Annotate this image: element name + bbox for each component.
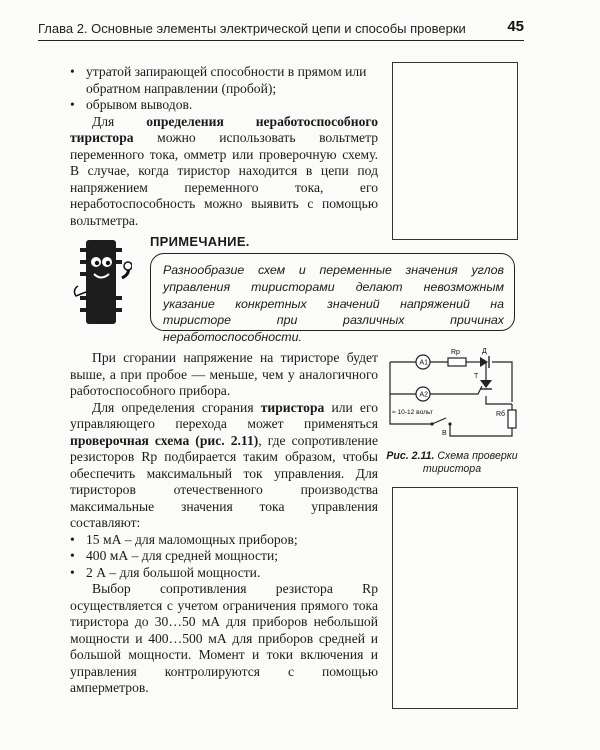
list-item: • 2 А – для большой мощности. bbox=[70, 564, 261, 580]
list-item: • обрывом выводов. bbox=[70, 97, 193, 112]
note-text: Разнообразие схем и переменные значения углов управления тиристорами делают невозможным указание конкретных значений напряжений на тиристоре при различных причинах неработоспособности. bbox=[163, 263, 504, 345]
diode-icon bbox=[480, 357, 488, 367]
label-rp: Rр bbox=[451, 349, 460, 356]
label-t: Т bbox=[474, 373, 479, 380]
image-frame-top bbox=[392, 62, 518, 240]
label-b: В bbox=[442, 430, 447, 437]
text-block-lower bbox=[70, 350, 378, 697]
note-box bbox=[150, 253, 515, 345]
note-title: ПРИМЕЧАНИЕ. bbox=[150, 234, 250, 249]
label-a2: A2 bbox=[419, 391, 429, 399]
label-a1: A1 bbox=[419, 359, 429, 367]
paragraph-burnout: При сгорании напряжение на тиристоре будет выше, а при пробое — меньше, чем у аналогичного работоспособного прибора. bbox=[70, 350, 378, 398]
label-voltage: ≈ 10-12 вольт bbox=[392, 409, 433, 416]
note-mascot-icon bbox=[72, 234, 132, 330]
paragraph-resistor: Выбор сопротивления резистора Rр осуществляется с учетом ограничения прямого тока тиристора до 30…50 мА для приборов небольшой мощности и 400…500 мА для приборов средней и большой мощности. Момент и токи включения и управления контролируются с помощью амперметров. bbox=[70, 581, 378, 695]
resistor-rb-icon bbox=[508, 410, 516, 428]
resistor-rp-icon bbox=[448, 358, 466, 366]
figure-caption: Рис. 2.11. Схема проверки тиристора bbox=[386, 450, 518, 475]
text-block-top bbox=[70, 64, 378, 229]
image-frame-bottom bbox=[392, 487, 518, 709]
label-rb: Rб bbox=[496, 411, 506, 418]
list-item: • 15 мА – для маломощных приборов; bbox=[70, 531, 298, 547]
paragraph-check: Для определения сгорания тиристора или его управляющего перехода может применяться проверочная схема (рис. 2.11), где сопротивление резисторов Rр подбирается таким образом, чтобы обеспечить максимальный ток управления. Для тиристоров отечественного производства максимальные значения тока управления составляют: bbox=[70, 399, 378, 530]
label-d: Д bbox=[482, 348, 487, 355]
list-item: • 400 мА – для средней мощности; bbox=[70, 548, 279, 563]
running-header bbox=[38, 12, 524, 41]
page-number: 45 bbox=[507, 18, 524, 35]
chapter-title: Глава 2. Основные элементы электрической цепи и способы проверки bbox=[38, 21, 466, 36]
list-item: • утратой запирающей способности в прямом или обратном направлении (пробой); bbox=[70, 64, 367, 96]
paragraph-nonworking: Для определения неработоспособного тиристора можно использовать вольтметр переменного тока, омметр или проверочную схему. В случае, когда тиристор находится в цепи под напряжением переменного тока, его неработоспособность можно выявить с помощью вольтметра. bbox=[70, 113, 378, 228]
circuit-diagram bbox=[384, 344, 520, 444]
